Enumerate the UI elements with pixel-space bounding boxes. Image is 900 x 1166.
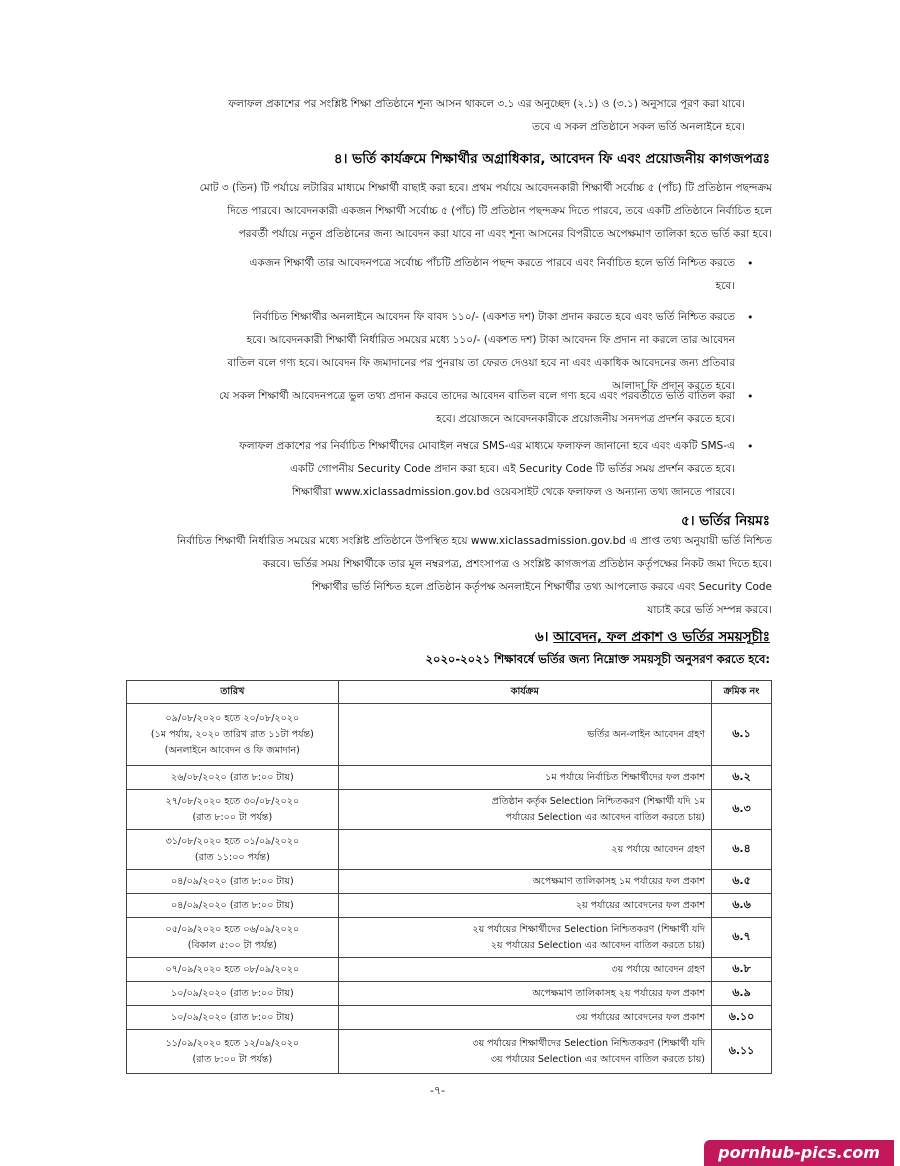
row-serial: ৬.৯: [712, 982, 772, 1006]
row-activity: ৩য় পর্যায়ের আবেদনের ফল প্রকাশ: [338, 1006, 711, 1030]
row-date: ০৪/০৯/২০২০ (রাত ৮:০০ টায়): [127, 870, 339, 894]
header-serial: ক্রমিক নং: [712, 681, 772, 704]
section-6-heading: [535, 626, 770, 649]
row-activity: ৩য় পর্যায়ে আবেদন গ্রহণ: [338, 958, 711, 982]
table-row: [127, 766, 772, 790]
bullet-4-line: একটি গোপনীয় Security Code প্রদান করা হবে। এই Security Code টি ভর্তির সময় প্রদর্শন করতে হবে।: [289, 463, 735, 475]
bullet-dot: •: [747, 257, 754, 270]
section-5-para-line: নির্বাচিত শিক্ষার্থী নির্ধারিত সময়ের মধ্যে সংশ্লিষ্ট প্রতিষ্ঠানে উপস্থিত হয়ে www.xiclassadmission.gov.bd এ প্রাপ্ত তথ্য অনুযায়ী ভর্তি নিশ্চিত: [177, 535, 772, 547]
row-activity: ভর্তির অন-লাইন আবেদন গ্রহণ: [338, 704, 711, 766]
section-5-para-line: করবে। ভর্তির সময় শিক্ষার্থীকে তার মূল নম্বরপত্র, প্রশংসাপত্র ও সংশ্লিষ্ট কাগজপত্র প্রতিষ্ঠান কর্তৃপক্ষের নিকট জমা দিতে হবে।: [262, 558, 772, 570]
table-row: [127, 1030, 772, 1074]
row-date: ১০/০৯/২০২০ (রাত ৮:০০ টায়): [127, 1006, 339, 1030]
section-4-para-line: পরবর্তী পর্যায়ে নতুন প্রতিষ্ঠানের জন্য আবেদন করা যাবে না এবং শূন্য আসনের বিপরীতে অপেক্ষমাণ তালিকা হতে ভর্তি করা হবে।: [238, 228, 772, 240]
bullet-dot: •: [747, 311, 754, 324]
row-serial: ৬.১০: [712, 1006, 772, 1030]
section-4-para-line: দিতে পারবে। আবেদনকারী একজন শিক্ষার্থী সর্বোচ্চ ৫ (পাঁচ) টি প্রতিষ্ঠান পছন্দক্রম দিতে পারবে, তবে একটি প্রতিষ্ঠানে নির্বাচিত হলে: [227, 205, 772, 217]
intro-line-2: তবে এ সকল প্রতিষ্ঠানে সকল ভর্তি অনলাইনে হবে।: [532, 121, 745, 133]
row-date: ০৪/০৯/২০২০ (রাত ৮:০০ টায়): [127, 894, 339, 918]
bullet-2-line: বাতিল বলে গণ্য হবে। আবেদন ফি জমাদানের পর পুনরায় তা ফেরত দেওয়া হবে না এবং একাধিক আবেদনের জন্য প্রতিবার: [227, 357, 735, 369]
row-serial: ৬.৫: [712, 870, 772, 894]
bullet-2-line: আলাদা ফি প্রদান করতে হবে।: [612, 380, 735, 392]
row-activity: ২য় পর্যায়ের শিক্ষার্থীদের Selection নিশ্চিতকরণ (শিক্ষার্থী যদি ২য় পর্যায়ের Selection এর আবেদন বাতিল করতে চায়): [338, 918, 711, 958]
row-activity: অপেক্ষমাণ তালিকাসহ ১ম পর্যায়ের ফল প্রকাশ: [338, 870, 711, 894]
row-serial: ৬.২: [712, 766, 772, 790]
row-activity: ১ম পর্যায়ে নির্বাচিত শিক্ষার্থীদের ফল প্রকাশ: [338, 766, 711, 790]
row-activity: অপেক্ষমাণ তালিকাসহ ২য় পর্যায়ের ফল প্রকাশ: [338, 982, 711, 1006]
section-4-heading: ৪। ভর্তি কার্যক্রমে শিক্ষার্থীর অগ্রাধিকার, আবেদন ফি এবং প্রয়োজনীয় কাগজপত্রঃ: [333, 151, 770, 167]
section-4-para-line: মোট ৩ (তিন) টি পর্যায়ে লটারির মাধ্যমে শিক্ষার্থী বাছাই করা হবে। প্রথম পর্যায়ে আবেদনকারী শিক্ষার্থী সর্বোচ্চ ৫ (পাঁচ) টি প্রতিষ্ঠান পছন্দক্রম: [199, 182, 772, 194]
page-number: -৭-: [430, 1084, 446, 1097]
section-5-heading: ৫। ভর্তির নিয়মঃ: [680, 513, 770, 529]
schedule-table: [126, 680, 772, 1074]
row-serial: ৬.৪: [712, 830, 772, 870]
row-date: ০৯/০৮/২০২০ হতে ২০/০৮/২০২০ (১ম পর্যায়, ২০২০ তারিখ রাত ১১টা পর্যন্ত) (অনলাইনে আবেদন ও ফি জমাদান): [127, 704, 339, 766]
bullet-4-line: শিক্ষার্থীরা www.xiclassadmission.gov.bd ওয়েবসাইট থেকে ফলাফল ও অন্যান্য তথ্য জানতে পারবে।: [291, 486, 735, 498]
bullet-dot: •: [747, 390, 754, 403]
row-activity: ২য় পর্যায়ের আবেদনের ফল প্রকাশ: [338, 894, 711, 918]
row-date: ২৬/০৮/২০২০ (রাত ৮:০০ টায়): [127, 766, 339, 790]
section-5-para-line: শিক্ষার্থীর ভর্তি নিশ্চিত হলে প্রতিষ্ঠান কর্তৃপক্ষ অনলাইনে শিক্ষার্থীর তথ্য আপলোড করবে এবং Security Code: [311, 581, 772, 593]
table-row: [127, 1006, 772, 1030]
schedule-header-row: [127, 681, 772, 704]
table-row: [127, 894, 772, 918]
table-row: [127, 790, 772, 830]
row-date: ০৫/০৯/২০২০ হতে ০৬/০৯/২০২০ (বিকাল ৫:০০ টা পর্যন্ত): [127, 918, 339, 958]
row-date: ১০/০৯/২০২০ (রাত ৮:০০ টায়): [127, 982, 339, 1006]
row-serial: ৬.৩: [712, 790, 772, 830]
row-date: ৩১/০৮/২০২০ হতে ০১/০৯/২০২০ (রাত ১১:০০ পর্যন্ত): [127, 830, 339, 870]
row-date: ১১/০৯/২০২০ হতে ১২/০৯/২০২০ (রাত ৮:০০ টা পর্যন্ত): [127, 1030, 339, 1074]
section-6-subheading: ২০২০-২০২১ শিক্ষাবর্ষে ভর্তির জন্য নিম্নোক্ত সময়সূচী অনুসরণ করতে হবে:: [425, 652, 770, 666]
table-row: [127, 982, 772, 1006]
header-date: তারিখ: [127, 681, 339, 704]
bullet-2-line: হবে। আবেদনকারী শিক্ষার্থী নির্ধারিত সময়ের মধ্যে ১১০/- (একশত দশ) টাকা আবেদন ফি প্রদান না করলে তার আবেদন: [246, 334, 735, 346]
table-row: [127, 918, 772, 958]
table-row: [127, 830, 772, 870]
table-row: [127, 958, 772, 982]
intro-line-1: ফলাফল প্রকাশের পর সংশ্লিষ্ট শিক্ষা প্রতিষ্ঠানে শূন্য আসন থাকলে ৩.১ এর অনুচ্ছেদ (২.১) ও (৩.১) অনুসারে পূরণ করা যাবে।: [228, 98, 745, 110]
row-serial: ৬.৬: [712, 894, 772, 918]
row-date: ০৭/০৯/২০২০ হতে ০৮/০৯/২০২০: [127, 958, 339, 982]
section-6-heading-number: ৬।: [534, 629, 554, 645]
row-activity: প্রতিষ্ঠান কর্তৃক Selection নিশ্চিতকরণ (শিক্ষার্থী যদি ১ম পর্যায়ের Selection এর আবেদন বাতিল করতে চায়): [338, 790, 711, 830]
row-activity: ২য় পর্যায়ে আবেদন গ্রহণ: [338, 830, 711, 870]
row-date: ২৭/০৮/২০২০ হতে ৩০/০৮/২০২০ (রাত ৮:০০ টা পর্যন্ত): [127, 790, 339, 830]
table-row: [127, 704, 772, 766]
bullet-2-line: নির্বাচিত শিক্ষার্থীর অনলাইনে আবেদন ফি বাবদ ১১০/- (একশত দশ) টাকা প্রদান করতে হবে এবং ভর্তি নিশ্চিত করতে: [252, 311, 735, 323]
bullet-3-line: যে সকল শিক্ষার্থী আবেদনপত্রে ভুল তথ্য প্রদান করবে তাদের আবেদন বাতিল বলে গণ্য হবে এবং পরবর্তীতে ভর্তি বাতিল করা: [219, 390, 735, 402]
bullet-3-line: হবে। প্রয়োজনে আবেদনকারীকে প্রয়োজনীয় সনদপত্র প্রদর্শন করতে হবে।: [436, 413, 735, 425]
table-row: [127, 870, 772, 894]
header-activity: কার্যক্রম: [338, 681, 711, 704]
row-serial: ৬.১: [712, 704, 772, 766]
row-serial: ৬.৭: [712, 918, 772, 958]
row-serial: ৬.১১: [712, 1030, 772, 1074]
row-serial: ৬.৮: [712, 958, 772, 982]
bullet-4-line: ফলাফল প্রকাশের পর নির্বাচিত শিক্ষার্থীদের মোবাইল নম্বরে SMS-এর মাধ্যমে ফলাফল জানানো হবে এবং একটি SMS-এ: [239, 440, 735, 452]
bullet-1-line: একজন শিক্ষার্থী তার আবেদনপত্রে সর্বোচ্চ পাঁচটি প্রতিষ্ঠান পছন্দ করতে পারবে এবং নির্বাচিত হলে ভর্তি নিশ্চিত করতে: [249, 257, 735, 269]
section-5-para-line: যাচাই করে ভর্তি সম্পন্ন করবে।: [647, 604, 772, 616]
section-6-heading-title: আবেদন, ফল প্রকাশ ও ভর্তির সময়সূচী: [553, 629, 770, 645]
watermark-logo: pornhub-pics.com: [704, 1140, 894, 1166]
bullet-1-line: হবে।: [715, 280, 735, 292]
row-activity: ৩য় পর্যায়ের শিক্ষার্থীদের Selection নিশ্চিতকরণ (শিক্ষার্থী যদি ৩য় পর্যায়ের Selection এর আবেদন বাতিল করতে চায়): [338, 1030, 711, 1074]
bullet-dot: •: [747, 440, 754, 453]
